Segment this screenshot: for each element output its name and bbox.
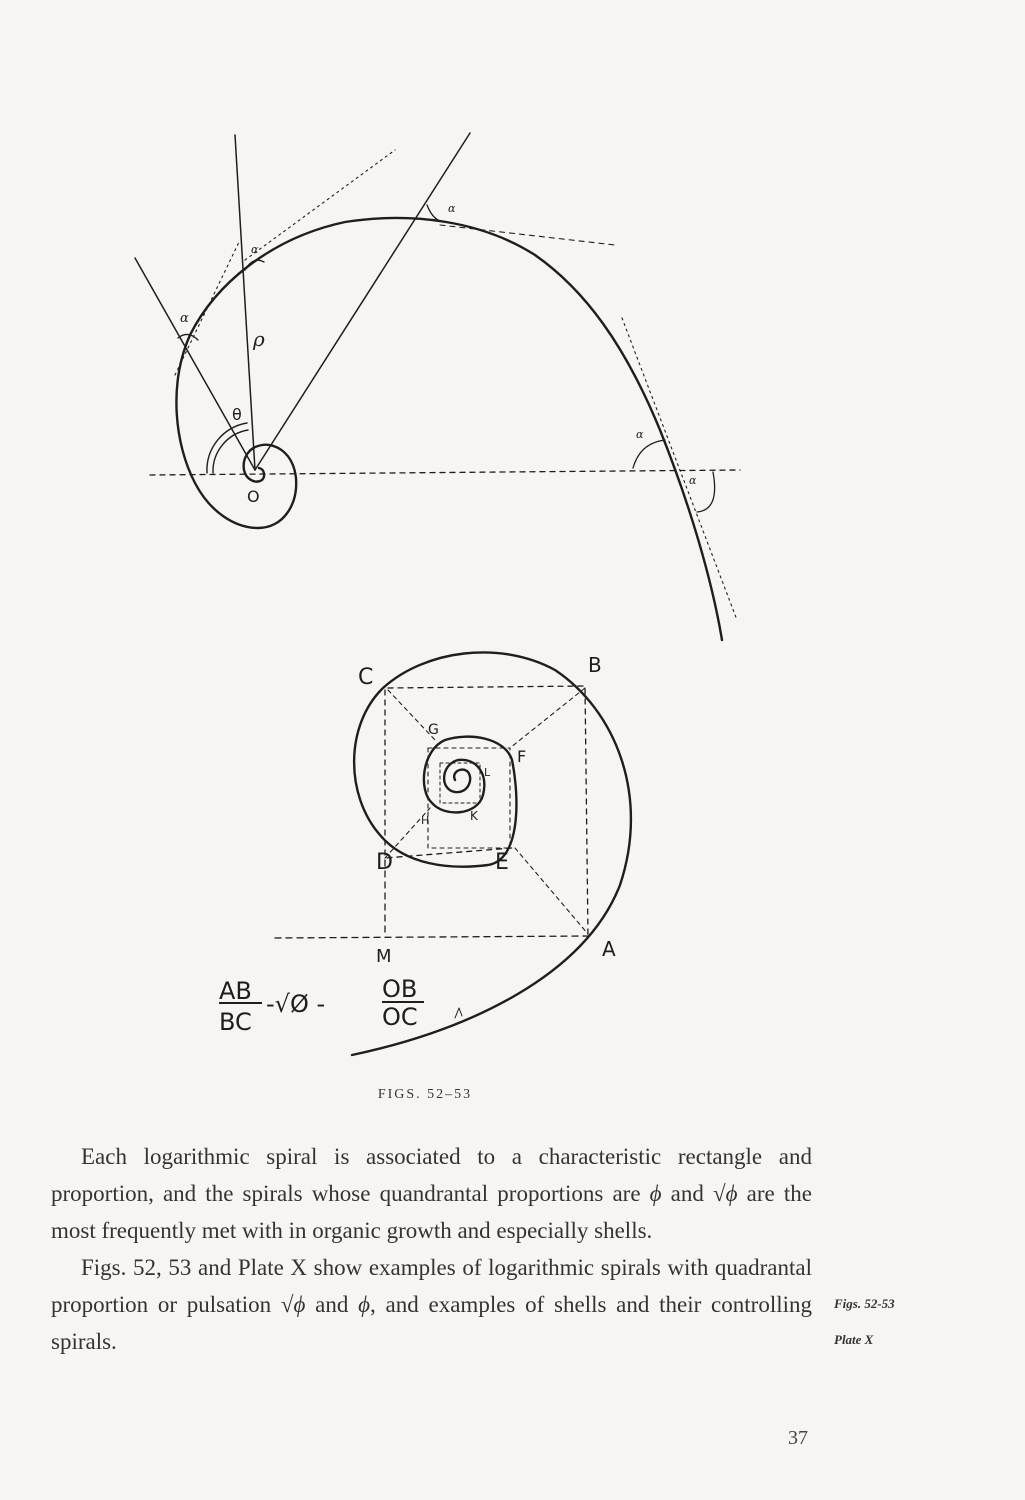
fig53-point-label-k: K	[470, 809, 478, 823]
fig53-diagonal	[510, 688, 585, 748]
fig53-point-label-m: M	[376, 946, 392, 967]
fig52-alpha-label: α	[689, 474, 697, 487]
fig52-alpha-label: α	[251, 243, 259, 256]
body-text	[51, 1138, 812, 1360]
fig52-tangent-line	[245, 150, 395, 260]
paragraph: Figs. 52, 53 and Plate X show examples of logarithmic spirals with quadrantal proportion or pulsation √ϕ and ϕ, and examples of shells and their controlling spirals.	[51, 1255, 812, 1354]
fig53-diagonal	[515, 848, 588, 934]
formula-middle: -√Ø -	[266, 990, 326, 1018]
fig52-radius-line	[255, 133, 470, 470]
fig53-point-label-c: C	[358, 665, 374, 690]
fig52-alpha-label: α	[448, 202, 456, 215]
paragraph: Each logarithmic spiral is associated to a characteristic rectangle and proportion, and the spirals whose quandrantal proportions are ϕ and √ϕ are the most frequently met with in organic growth and especially shells.	[51, 1144, 812, 1243]
fig53-point-label-h: H	[421, 814, 430, 827]
formula-denominator: BC	[219, 1008, 252, 1036]
fig52-origin-label: O	[247, 487, 260, 506]
formula-numerator: AB	[219, 977, 252, 1005]
formula-numerator: OB	[382, 975, 418, 1003]
fig53-point-label-g: G	[428, 722, 439, 738]
page-number: 37	[788, 1427, 808, 1449]
fig52-axis-line	[150, 470, 740, 475]
fig52-theta-label: θ	[232, 405, 242, 424]
fig52-alpha-label: α	[180, 311, 189, 326]
fig52-rho-label: ρ	[253, 327, 265, 351]
fig53-dashed-line	[275, 936, 590, 938]
fig53-formula	[219, 975, 424, 1036]
fig53-point-label-a: A	[602, 937, 616, 961]
figure-caption: FIGS. 52–53	[377, 1087, 473, 1102]
fig52-alpha-label: α	[636, 428, 644, 441]
fig52-tangent-line	[440, 225, 615, 245]
fig53-point-label-b: B	[588, 653, 602, 677]
formula-denominator: OC	[382, 1003, 418, 1031]
margin-note-figs: Figs. 52-53	[834, 1296, 895, 1311]
fig53-pencil-mark	[455, 1008, 462, 1018]
fig53-point-label-l: L	[484, 766, 491, 779]
fig53-point-label-f: F	[517, 747, 527, 766]
margin-note-plate: Plate X	[834, 1332, 874, 1347]
fig52-radius-line	[135, 258, 255, 470]
fig53-point-label-e: E	[495, 850, 509, 875]
fig53-point-label-d: D	[376, 850, 393, 875]
fig52-alpha-arc	[697, 472, 715, 512]
fig52-alpha-arc	[633, 440, 665, 468]
fig52-tangent-line	[622, 318, 737, 620]
